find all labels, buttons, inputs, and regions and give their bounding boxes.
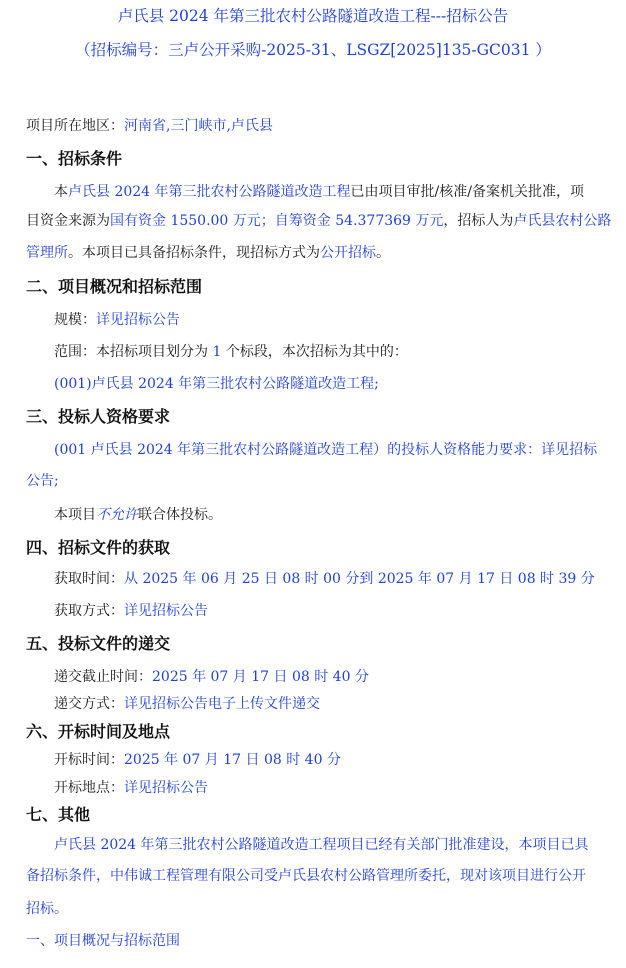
section-heading-2: 二、项目概况和招标范围 (26, 277, 203, 296)
section-heading-4: 四、招标文件的获取 (26, 538, 171, 557)
lot-count: 1 (212, 344, 222, 360)
text: 。本项目已具备招标条件，现招标方式为 (68, 245, 320, 261)
tenderer-name: 卢氏县农村公路 (513, 213, 612, 229)
other-paragraph-line-3: 招标。 (26, 901, 68, 917)
open-time-value: 2025 年 07 月 17 日 08 时 40 分 (124, 752, 341, 768)
project-name: 卢氏县 2024 年第三批农村公路隧道改造工程 (68, 184, 351, 200)
conditions-line-1 (54, 182, 584, 202)
section-heading-5: 五、投标文件的递交 (26, 634, 171, 653)
other-paragraph-line-2: 备招标条件，中伟诚工程管理有限公司受卢氏县农村公路管理所委托，现对该项目进行公开 (26, 868, 586, 884)
page-title: 卢氏县 2024 年第三批农村公路隧道改造工程---招标公告 (117, 7, 509, 25)
obtain-time-line (54, 569, 595, 589)
region-value: 河南省,三门峡市,卢氏县 (124, 118, 273, 134)
text: 。 (376, 245, 390, 261)
funding-source: 国有资金 1550.00 万元；自筹资金 54.377369 万元 (110, 213, 444, 229)
section-heading-3: 三、投标人资格要求 (26, 407, 171, 426)
tender-number: （招标编号：三卢公开采购-2025-31、LSGZ[2025]135-GC031 ） (75, 41, 551, 59)
joint-bid-line (54, 505, 222, 525)
tenderer-name-cont: 管理所 (26, 245, 68, 261)
range-line (54, 342, 408, 362)
qualification-line-2: 公告; (26, 473, 59, 489)
deadline-line (54, 667, 369, 687)
obtain-method-value: 详见招标公告 (124, 603, 208, 619)
submit-method-label: 递交方式： (54, 696, 124, 712)
section-heading-6: 六、开标时间及地点 (26, 722, 171, 741)
text: 已由项目审批/核准/备案机关批准，项 (350, 184, 584, 200)
region-label: 项目所在地区： (26, 118, 124, 134)
conditions-line-3 (26, 243, 390, 263)
scale-value: 详见招标公告 (96, 312, 180, 328)
submit-method-value: 详见招标公告电子上传文件递交 (124, 696, 320, 712)
scale-label: 规模： (54, 312, 96, 328)
open-place-label: 开标地点： (54, 780, 124, 796)
deadline-label: 递交截止时间： (54, 669, 152, 685)
qualification-line-1: (001 卢氏县 2024 年第三批农村公路隧道改造工程）的投标人资格能力要求：详见招标 (54, 442, 598, 458)
obtain-method-label: 获取方式： (54, 603, 124, 619)
submit-method-line (54, 694, 320, 714)
open-time-label: 开标时间： (54, 752, 124, 768)
text: 目资金来源为 (26, 213, 110, 229)
obtain-time-label: 获取时间： (54, 571, 124, 587)
project-region (26, 116, 273, 136)
text: ，招标人为 (443, 213, 514, 229)
text: 联合体投标。 (138, 507, 222, 523)
conditions-line-2 (26, 211, 611, 231)
text: 本项目 (54, 507, 96, 523)
text: 个标段，本次招标为其中的： (225, 344, 408, 360)
scale-line (54, 310, 180, 330)
lot-line: (001)卢氏县 2024 年第三批农村公路隧道改造工程; (54, 376, 379, 392)
obtain-method-line (54, 601, 208, 621)
text: 本 (54, 184, 68, 200)
open-place-line (54, 778, 208, 798)
sub-heading: 一、项目概况与招标范围 (26, 933, 180, 949)
open-time-line (54, 750, 341, 770)
text: 范围：本招标项目划分为 (54, 344, 208, 360)
section-heading-1: 一、招标条件 (26, 149, 123, 168)
section-heading-7: 七、其他 (26, 805, 91, 824)
open-place-value: 详见招标公告 (124, 780, 208, 796)
joint-bid-status: 不允许 (96, 507, 138, 523)
deadline-value: 2025 年 07 月 17 日 08 时 40 分 (152, 669, 369, 685)
obtain-time-value: 从 2025 年 06 月 25 日 08 时 00 分到 2025 年 07 月 17 日 08 时 39 分 (124, 571, 595, 587)
tender-method: 公开招标 (320, 245, 376, 261)
other-paragraph-line-1: 卢氏县 2024 年第三批农村公路隧道改造工程项目已经有关部门批准建设，本项目已具 (54, 837, 589, 853)
